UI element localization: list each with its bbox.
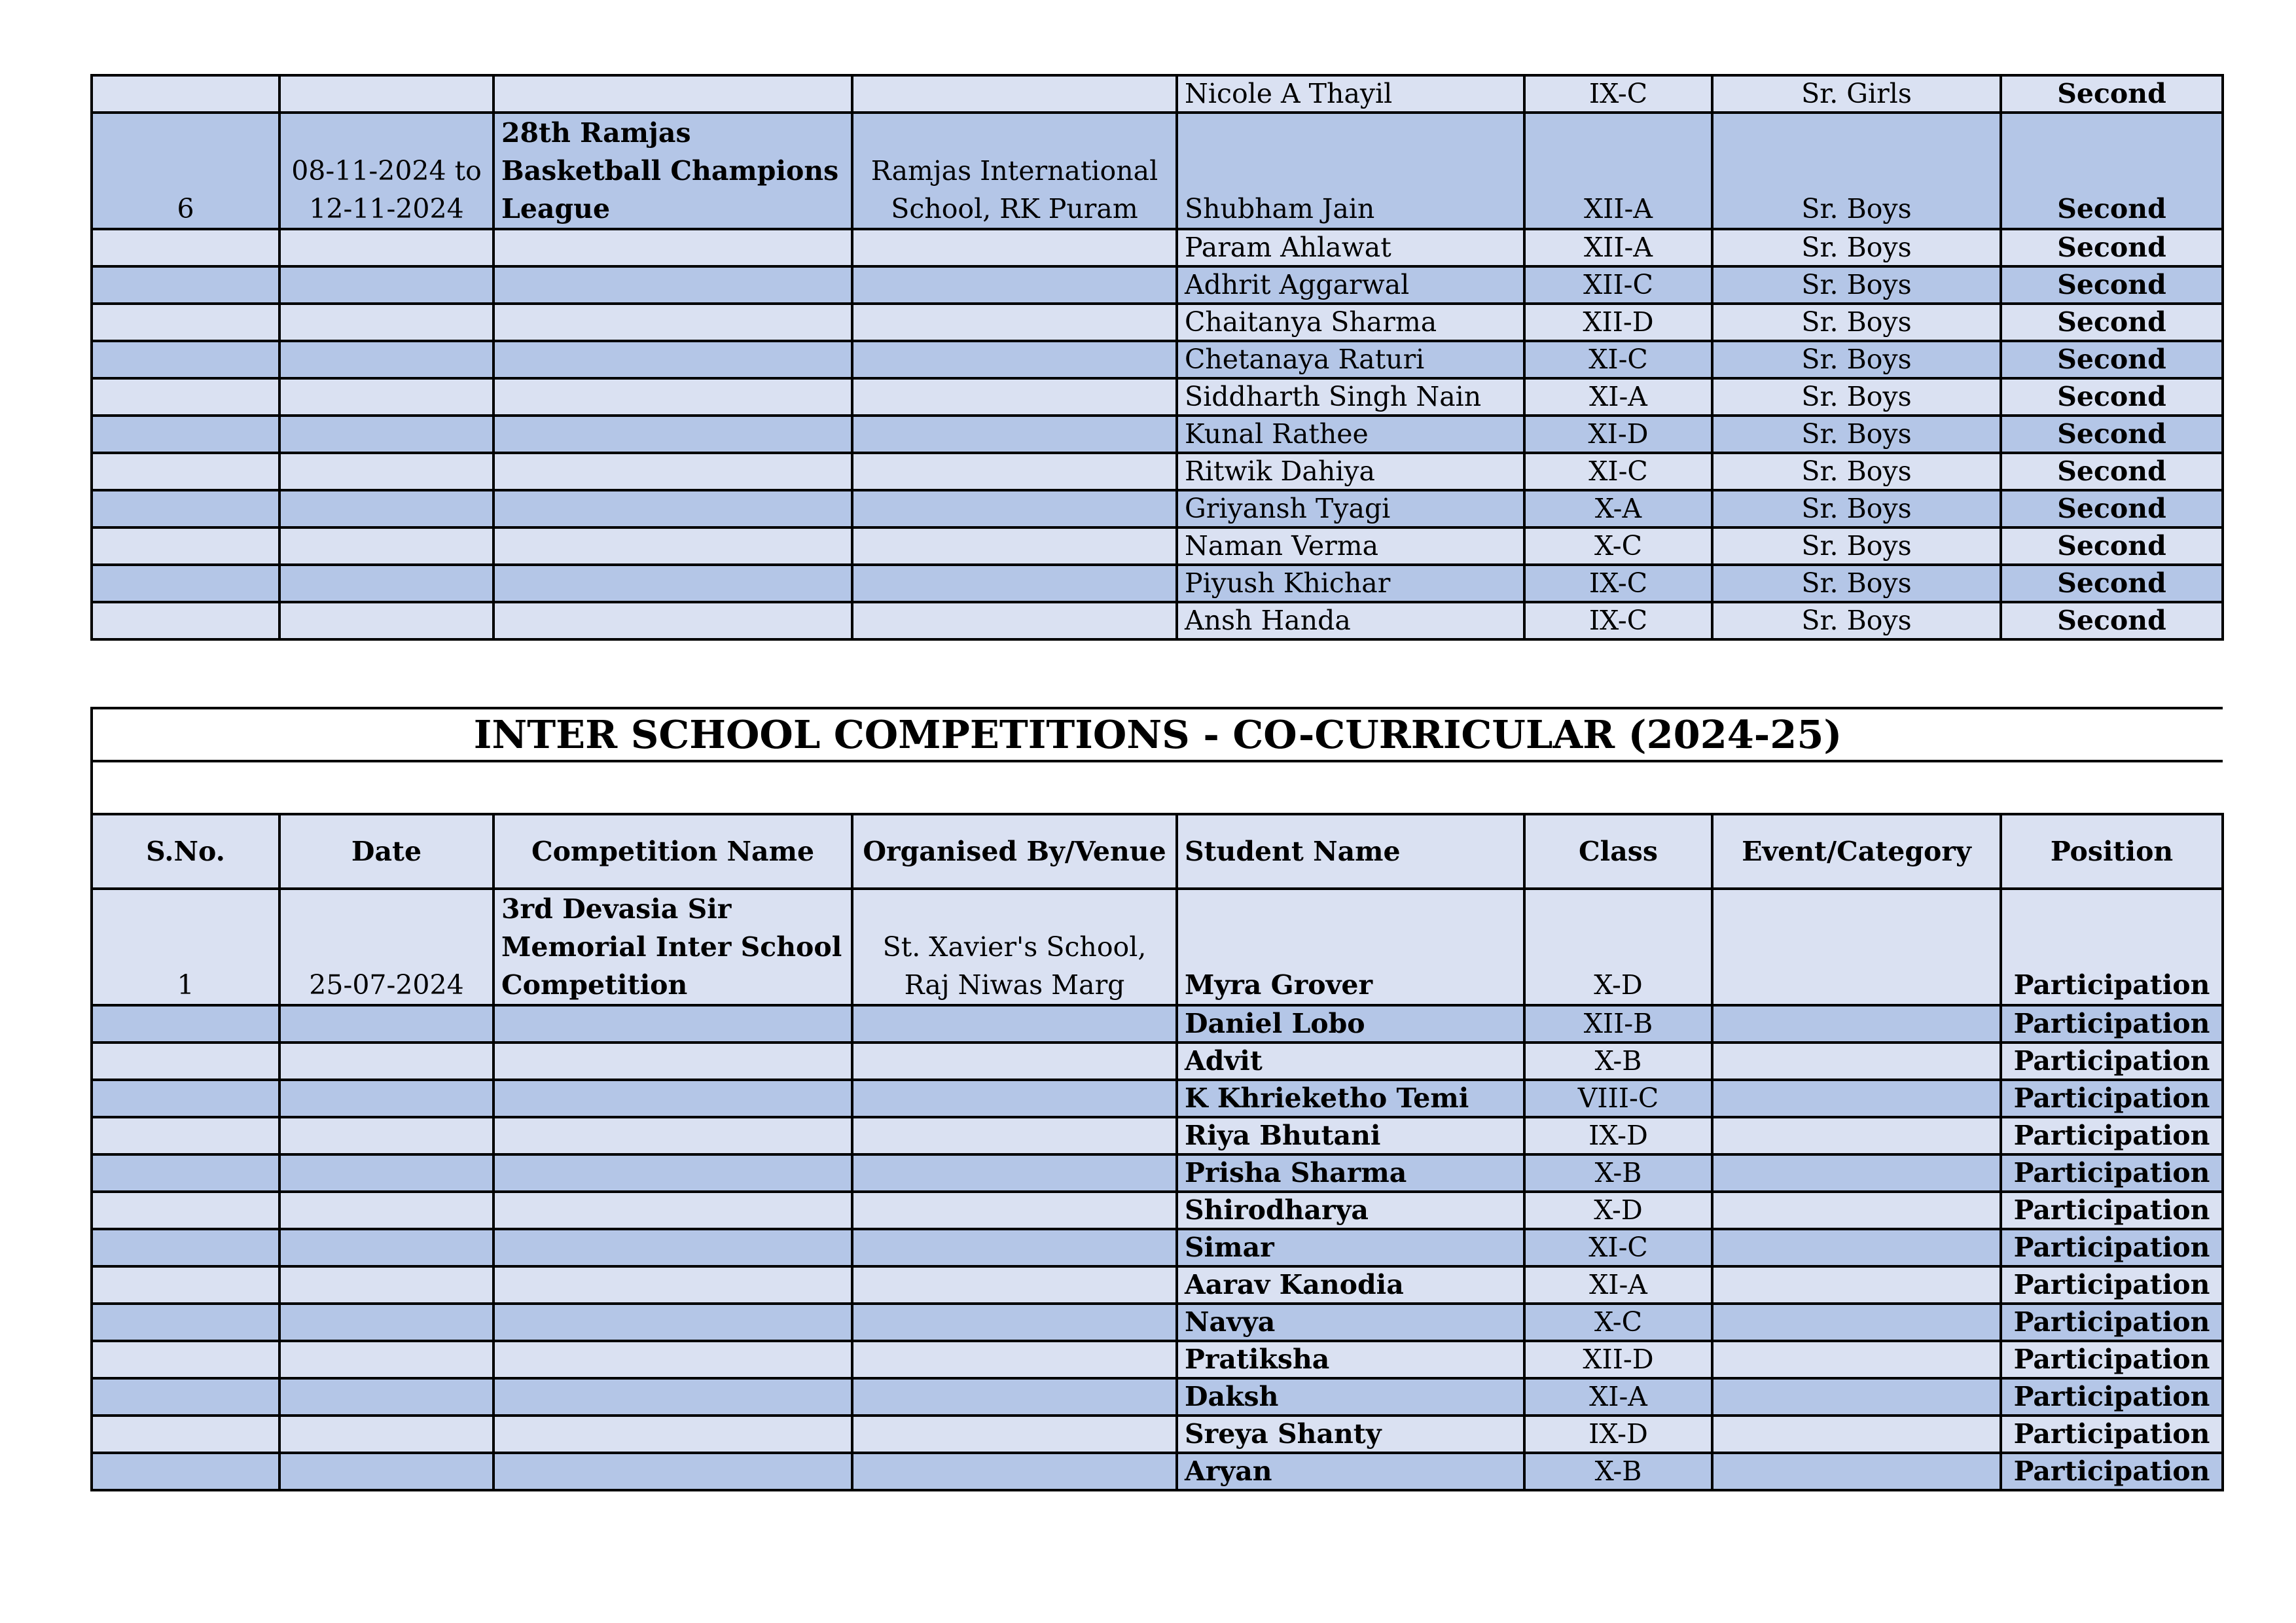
cell-date: 08-11-2024 to 12-11-2024 xyxy=(279,113,493,229)
cell-class: XI-D xyxy=(1524,416,1712,453)
cell-date xyxy=(279,1378,493,1416)
table-row xyxy=(92,1080,2223,1117)
cell-sno xyxy=(92,1453,279,1490)
table-row xyxy=(92,1453,2223,1490)
cell-position: Participation xyxy=(2001,1378,2223,1416)
cell-class: XI-A xyxy=(1524,1378,1712,1416)
cell-student: Chetanaya Raturi xyxy=(1177,341,1524,378)
cell-student: Piyush Khichar xyxy=(1177,565,1524,602)
table-row xyxy=(92,1229,2223,1266)
table-row xyxy=(92,1117,2223,1154)
cell-position: Second xyxy=(2001,341,2223,378)
cell-position: Participation xyxy=(2001,1304,2223,1341)
cell-class: XI-C xyxy=(1524,1229,1712,1266)
cell-venue xyxy=(852,75,1177,113)
cell-class: IX-C xyxy=(1524,565,1712,602)
cell-competition xyxy=(493,1416,852,1453)
header-venue: Organised By/Venue xyxy=(852,814,1177,889)
cell-date xyxy=(279,490,493,527)
cell-date xyxy=(279,416,493,453)
cell-competition xyxy=(493,602,852,639)
cell-competition xyxy=(493,1341,852,1378)
cell-date xyxy=(279,266,493,304)
cell-sno xyxy=(92,490,279,527)
cell-position: Second xyxy=(2001,229,2223,266)
cell-category: Sr. Boys xyxy=(1712,527,2001,565)
cell-competition xyxy=(493,1005,852,1043)
cell-student: Griyansh Tyagi xyxy=(1177,490,1524,527)
cell-class: X-B xyxy=(1524,1453,1712,1490)
cell-category: Sr. Boys xyxy=(1712,229,2001,266)
table-row xyxy=(92,1192,2223,1229)
cell-sno xyxy=(92,1117,279,1154)
cell-category: Sr. Boys xyxy=(1712,602,2001,639)
cell-class: XI-C xyxy=(1524,341,1712,378)
cell-venue xyxy=(852,1378,1177,1416)
cell-category xyxy=(1712,1005,2001,1043)
cell-class: XII-D xyxy=(1524,1341,1712,1378)
header-date: Date xyxy=(279,814,493,889)
cell-student: Simar xyxy=(1177,1229,1524,1266)
sports-results-body xyxy=(92,75,2223,639)
cell-sno xyxy=(92,1304,279,1341)
cell-venue xyxy=(852,490,1177,527)
cell-competition xyxy=(493,1117,852,1154)
cell-class: X-D xyxy=(1524,1192,1712,1229)
cell-class: XII-D xyxy=(1524,304,1712,341)
cell-competition xyxy=(493,266,852,304)
header-category: Event/Category xyxy=(1712,814,2001,889)
cell-competition xyxy=(493,378,852,416)
cell-competition xyxy=(493,1080,852,1117)
cell-class: X-C xyxy=(1524,527,1712,565)
cell-position: Participation xyxy=(2001,1043,2223,1080)
cell-venue xyxy=(852,1080,1177,1117)
table-row xyxy=(92,1154,2223,1192)
cell-category: Sr. Boys xyxy=(1712,341,2001,378)
cell-date xyxy=(279,1080,493,1117)
cell-class: XI-C xyxy=(1524,453,1712,490)
cell-student: Advit xyxy=(1177,1043,1524,1080)
cell-competition xyxy=(493,1304,852,1341)
cell-student: Prisha Sharma xyxy=(1177,1154,1524,1192)
cell-class: X-B xyxy=(1524,1043,1712,1080)
cell-position: Second xyxy=(2001,75,2223,113)
header-row xyxy=(92,814,2223,889)
cell-venue xyxy=(852,1229,1177,1266)
cell-competition xyxy=(493,1229,852,1266)
cell-venue: St. Xavier's School, Raj Niwas Marg xyxy=(852,889,1177,1005)
cell-student: Siddharth Singh Nain xyxy=(1177,378,1524,416)
cell-sno xyxy=(92,1192,279,1229)
cell-competition xyxy=(493,75,852,113)
cell-category xyxy=(1712,889,2001,1005)
table-row xyxy=(92,1416,2223,1453)
cell-position: Second xyxy=(2001,602,2223,639)
table-row xyxy=(92,229,2223,266)
cell-date xyxy=(279,75,493,113)
cell-position: Participation xyxy=(2001,1453,2223,1490)
cell-competition xyxy=(493,565,852,602)
cell-venue xyxy=(852,1192,1177,1229)
cell-class: X-B xyxy=(1524,1154,1712,1192)
cell-position: Second xyxy=(2001,113,2223,229)
table-row xyxy=(92,527,2223,565)
cell-student: Sreya Shanty xyxy=(1177,1416,1524,1453)
cell-position: Participation xyxy=(2001,1416,2223,1453)
table-row xyxy=(92,889,2223,1005)
cell-student: Ritwik Dahiya xyxy=(1177,453,1524,490)
table-row xyxy=(92,1304,2223,1341)
sports-results-table xyxy=(90,74,2224,641)
cell-venue xyxy=(852,1117,1177,1154)
cell-position: Participation xyxy=(2001,1005,2223,1043)
cell-venue xyxy=(852,527,1177,565)
cell-venue xyxy=(852,1453,1177,1490)
cell-category xyxy=(1712,1117,2001,1154)
table-row xyxy=(92,602,2223,639)
cell-student: Nicole A Thayil xyxy=(1177,75,1524,113)
cell-sno xyxy=(92,1416,279,1453)
cell-student: Shirodharya xyxy=(1177,1192,1524,1229)
cell-sno xyxy=(92,304,279,341)
cell-competition xyxy=(493,229,852,266)
co-curricular-body xyxy=(92,708,2223,1490)
cell-competition xyxy=(493,1154,852,1192)
cell-date xyxy=(279,1304,493,1341)
cell-position: Second xyxy=(2001,453,2223,490)
header-competition: Competition Name xyxy=(493,814,852,889)
cell-sno xyxy=(92,527,279,565)
table-row xyxy=(92,266,2223,304)
table-title: INTER SCHOOL COMPETITIONS - CO-CURRICULAR (2024-25) xyxy=(92,708,2223,761)
cell-position: Participation xyxy=(2001,1117,2223,1154)
cell-category xyxy=(1712,1080,2001,1117)
cell-category: Sr. Girls xyxy=(1712,75,2001,113)
cell-category: Sr. Boys xyxy=(1712,565,2001,602)
cell-date xyxy=(279,1154,493,1192)
cell-date xyxy=(279,1416,493,1453)
cell-position: Second xyxy=(2001,527,2223,565)
cell-position: Participation xyxy=(2001,1154,2223,1192)
cell-category xyxy=(1712,1266,2001,1304)
cell-student: Ansh Handa xyxy=(1177,602,1524,639)
cell-class: VIII-C xyxy=(1524,1080,1712,1117)
cell-venue xyxy=(852,1005,1177,1043)
cell-student: Chaitanya Sharma xyxy=(1177,304,1524,341)
cell-competition xyxy=(493,490,852,527)
cell-date xyxy=(279,304,493,341)
cell-venue xyxy=(852,416,1177,453)
cell-date xyxy=(279,229,493,266)
cell-venue xyxy=(852,453,1177,490)
cell-date xyxy=(279,1453,493,1490)
cell-category xyxy=(1712,1043,2001,1080)
cell-venue xyxy=(852,602,1177,639)
cell-competition xyxy=(493,527,852,565)
cell-venue xyxy=(852,1154,1177,1192)
cell-class: XII-A xyxy=(1524,113,1712,229)
cell-venue xyxy=(852,1304,1177,1341)
cell-competition xyxy=(493,1192,852,1229)
cell-position: Second xyxy=(2001,490,2223,527)
cell-sno xyxy=(92,602,279,639)
cell-sno xyxy=(92,1154,279,1192)
cell-student: Param Ahlawat xyxy=(1177,229,1524,266)
table-row xyxy=(92,416,2223,453)
cell-student: Myra Grover xyxy=(1177,889,1524,1005)
cell-venue xyxy=(852,1341,1177,1378)
cell-class: XI-A xyxy=(1524,378,1712,416)
cell-category xyxy=(1712,1154,2001,1192)
cell-position: Second xyxy=(2001,565,2223,602)
cell-category: Sr. Boys xyxy=(1712,113,2001,229)
cell-date xyxy=(279,1117,493,1154)
cell-class: IX-D xyxy=(1524,1117,1712,1154)
cell-class: XII-B xyxy=(1524,1005,1712,1043)
table-row xyxy=(92,1378,2223,1416)
cell-date xyxy=(279,1266,493,1304)
table-row xyxy=(92,1043,2223,1080)
cell-sno xyxy=(92,1043,279,1080)
cell-position: Second xyxy=(2001,304,2223,341)
cell-competition xyxy=(493,341,852,378)
table-row xyxy=(92,378,2223,416)
cell-category: Sr. Boys xyxy=(1712,490,2001,527)
cell-sno xyxy=(92,1080,279,1117)
cell-sno xyxy=(92,1005,279,1043)
cell-sno xyxy=(92,75,279,113)
cell-class: IX-C xyxy=(1524,75,1712,113)
cell-student: Aarav Kanodia xyxy=(1177,1266,1524,1304)
cell-position: Participation xyxy=(2001,889,2223,1005)
cell-competition xyxy=(493,416,852,453)
cell-position: Second xyxy=(2001,416,2223,453)
cell-sno xyxy=(92,229,279,266)
cell-date xyxy=(279,341,493,378)
cell-venue xyxy=(852,1416,1177,1453)
cell-student: Shubham Jain xyxy=(1177,113,1524,229)
blank-row xyxy=(92,761,2223,814)
cell-position: Second xyxy=(2001,266,2223,304)
cell-competition xyxy=(493,1453,852,1490)
cell-competition: 3rd Devasia Sir Memorial Inter School Competition xyxy=(493,889,852,1005)
cell-sno xyxy=(92,266,279,304)
cell-sno xyxy=(92,378,279,416)
cell-competition xyxy=(493,1378,852,1416)
table-title-row xyxy=(92,708,2223,761)
cell-class: IX-C xyxy=(1524,602,1712,639)
co-curricular-table xyxy=(90,707,2224,1491)
cell-student: Riya Bhutani xyxy=(1177,1117,1524,1154)
cell-position: Participation xyxy=(2001,1080,2223,1117)
cell-date xyxy=(279,1341,493,1378)
cell-date xyxy=(279,453,493,490)
header-position: Position xyxy=(2001,814,2223,889)
cell-venue xyxy=(852,266,1177,304)
cell-date xyxy=(279,602,493,639)
cell-class: X-C xyxy=(1524,1304,1712,1341)
cell-venue xyxy=(852,1266,1177,1304)
cell-date xyxy=(279,1192,493,1229)
cell-position: Participation xyxy=(2001,1266,2223,1304)
cell-position: Second xyxy=(2001,378,2223,416)
cell-venue xyxy=(852,565,1177,602)
cell-category xyxy=(1712,1378,2001,1416)
cell-class: X-D xyxy=(1524,889,1712,1005)
table-row xyxy=(92,341,2223,378)
cell-sno xyxy=(92,565,279,602)
cell-student: Naman Verma xyxy=(1177,527,1524,565)
cell-category xyxy=(1712,1304,2001,1341)
cell-category: Sr. Boys xyxy=(1712,378,2001,416)
cell-category: Sr. Boys xyxy=(1712,453,2001,490)
table-row xyxy=(92,453,2223,490)
cell-class: X-A xyxy=(1524,490,1712,527)
cell-category: Sr. Boys xyxy=(1712,266,2001,304)
table-row xyxy=(92,565,2223,602)
table-row xyxy=(92,1266,2223,1304)
table-row xyxy=(92,1005,2223,1043)
cell-date xyxy=(279,1005,493,1043)
cell-venue xyxy=(852,1043,1177,1080)
cell-venue xyxy=(852,304,1177,341)
cell-position: Participation xyxy=(2001,1229,2223,1266)
cell-category: Sr. Boys xyxy=(1712,304,2001,341)
cell-venue: Ramjas International School, RK Puram xyxy=(852,113,1177,229)
cell-category xyxy=(1712,1341,2001,1378)
cell-date: 25-07-2024 xyxy=(279,889,493,1005)
cell-student: Adhrit Aggarwal xyxy=(1177,266,1524,304)
cell-competition xyxy=(493,304,852,341)
table-row xyxy=(92,1341,2223,1378)
cell-sno xyxy=(92,453,279,490)
cell-date xyxy=(279,1043,493,1080)
cell-venue xyxy=(852,378,1177,416)
cell-competition: 28th Ramjas Basketball Champions League xyxy=(493,113,852,229)
blank-cell xyxy=(92,761,2223,814)
header-sno: S.No. xyxy=(92,814,279,889)
cell-sno xyxy=(92,1378,279,1416)
cell-student: Kunal Rathee xyxy=(1177,416,1524,453)
table-row xyxy=(92,304,2223,341)
cell-class: XI-A xyxy=(1524,1266,1712,1304)
cell-category: Sr. Boys xyxy=(1712,416,2001,453)
cell-class: XII-A xyxy=(1524,229,1712,266)
table-row xyxy=(92,490,2223,527)
cell-competition xyxy=(493,453,852,490)
cell-position: Participation xyxy=(2001,1192,2223,1229)
cell-student: Navya xyxy=(1177,1304,1524,1341)
header-student: Student Name xyxy=(1177,814,1524,889)
table-row xyxy=(92,75,2223,113)
cell-competition xyxy=(493,1043,852,1080)
cell-class: IX-D xyxy=(1524,1416,1712,1453)
cell-category xyxy=(1712,1229,2001,1266)
table-row xyxy=(92,113,2223,229)
cell-competition xyxy=(493,1266,852,1304)
cell-sno xyxy=(92,1266,279,1304)
cell-category xyxy=(1712,1416,2001,1453)
cell-student: Pratiksha xyxy=(1177,1341,1524,1378)
cell-student: K Khrieketho Temi xyxy=(1177,1080,1524,1117)
cell-category xyxy=(1712,1192,2001,1229)
cell-date xyxy=(279,565,493,602)
cell-sno xyxy=(92,1229,279,1266)
cell-venue xyxy=(852,341,1177,378)
cell-sno xyxy=(92,341,279,378)
cell-date xyxy=(279,527,493,565)
cell-date xyxy=(279,1229,493,1266)
cell-student: Daksh xyxy=(1177,1378,1524,1416)
cell-position: Participation xyxy=(2001,1341,2223,1378)
cell-sno: 6 xyxy=(92,113,279,229)
cell-student: Daniel Lobo xyxy=(1177,1005,1524,1043)
header-class: Class xyxy=(1524,814,1712,889)
cell-class: XII-C xyxy=(1524,266,1712,304)
cell-venue xyxy=(852,229,1177,266)
cell-sno xyxy=(92,416,279,453)
cell-category xyxy=(1712,1453,2001,1490)
cell-student: Aryan xyxy=(1177,1453,1524,1490)
cell-sno xyxy=(92,1341,279,1378)
cell-date xyxy=(279,378,493,416)
cell-sno: 1 xyxy=(92,889,279,1005)
